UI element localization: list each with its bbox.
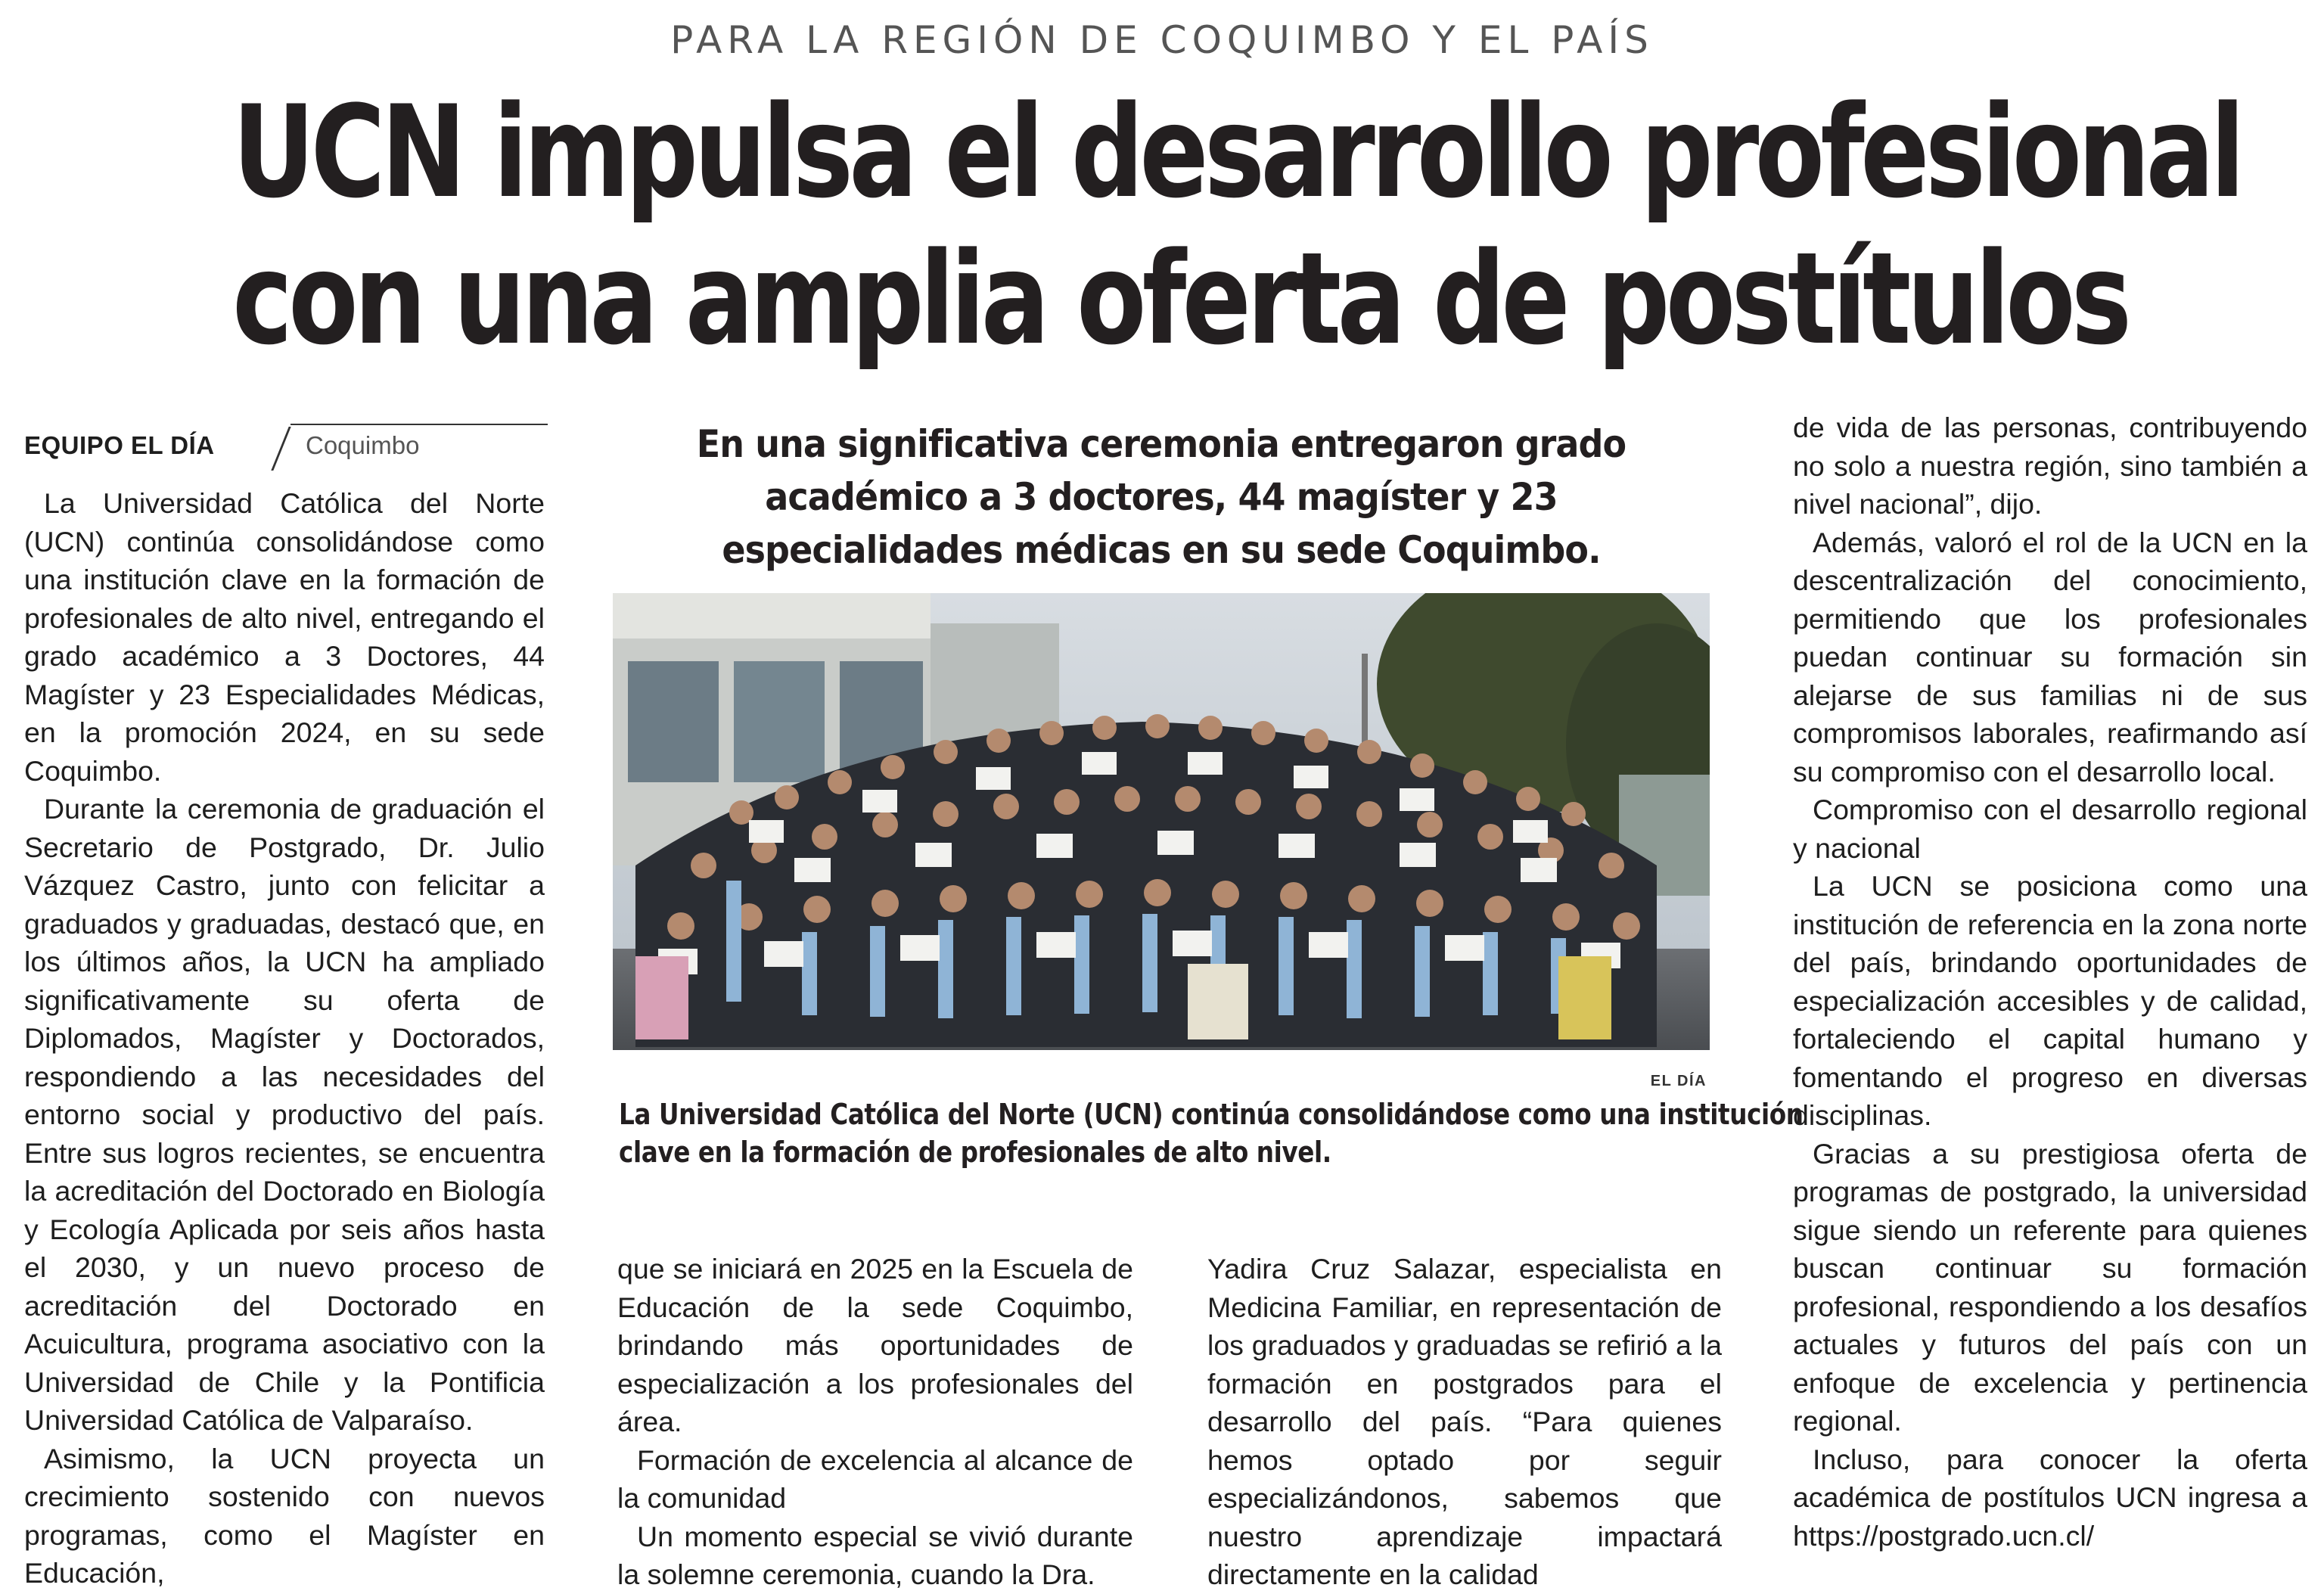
lead-summary: En una significativa ceremonia entregaron grado académico a 3 doctores, 44 magíster y 23 especialidades médicas en su sede Coquimbo. bbox=[696, 422, 1626, 572]
paragraph: Incluso, para conocer la oferta académica de postítulos UCN ingresa a https://postgrado.ucn.cl/ bbox=[1793, 1443, 2307, 1552]
body-column-4 bbox=[1793, 409, 2307, 1558]
byline-author: EQUIPO EL DÍA bbox=[24, 431, 215, 459]
byline-slash-divider bbox=[271, 427, 290, 471]
paragraph: Durante la ceremonia de graduación el Secretario de Postgrado, Dr. Julio Vázquez Castro, junto con felicitar a graduados y graduadas, destacó que, en los últimos años, la UCN ha ampliado significativamente su oferta de Diplomados, Magíster y Doctorados, respondiendo a las necesidades del entorno social y productivo del país. Entre sus logros recientes, se encuentra la acreditación del Doctorado en Biología y Ecología Aplicada por seis años hasta el 2030, y un nuevo proceso de acreditación del Doctorado en Acuicultura, programa asociativo con la Universidad de Chile y la Pontificia Universidad Católica de Valparaíso. bbox=[24, 793, 545, 1436]
paragraph: Un momento especial se vivió durante la solemne ceremonia, cuando la Dra. bbox=[617, 1520, 1133, 1590]
byline bbox=[24, 421, 546, 468]
paragraph: La UCN se posiciona como una institución de referencia en la zona norte del país, brindando oportunidades de especialización accesibles y de calidad, fortaleciendo el capital humano y fomentando el progreso en diversas disciplinas. bbox=[1793, 870, 2307, 1131]
paragraph: que se iniciará en 2025 en la Escuela de Educación de la sede Coquimbo, brindando más oportunidades de especialización a los profesionales del área. bbox=[617, 1253, 1133, 1437]
paragraph: La Universidad Católica del Norte (UCN) continúa consolidándose como una institución clave en la formación de profesionales de alto nivel, entregando el grado académico a 3 Doctores, 44 Magíster y 23 Especialidades Médicas, en la promoción 2024, en su sede Coquimbo. bbox=[24, 487, 545, 787]
subheading: Compromiso con el desarrollo regional y nacional bbox=[1793, 794, 2307, 864]
headline-line-1: UCN impulsa el desarrollo profesional bbox=[232, 78, 2242, 226]
body-column-3 bbox=[1207, 1250, 1722, 1590]
subheading: Formación de excelencia al alcance de la comunidad bbox=[617, 1443, 1133, 1514]
paragraph: de vida de las personas, contribuyendo no solo a nuestra región, sino también a nivel nacional”, dijo. bbox=[1793, 412, 2307, 520]
paragraph: Además, valoró el rol de la UCN en la descentralización del conocimiento, permitiendo que los profesionales puedan continuar su formación sin alejarse de sus familias ni de sus compromisos laborales, reafirmando así su compromiso con el desarrollo local. bbox=[1793, 526, 2307, 788]
headline-line-2: con una amplia oferta de postítulos bbox=[232, 225, 2128, 373]
paragraph: Gracias a su prestigiosa oferta de programas de postgrado, la universidad sigue siendo un referente para quienes buscan continuar su formación profesional, respondiendo a los desafíos actuales y futuros del país con un enfoque de excelencia y pertinencia regional. bbox=[1793, 1137, 2307, 1437]
byline-rule bbox=[290, 424, 548, 425]
byline-location: Coquimbo bbox=[306, 431, 420, 459]
photo-credit: EL DÍA bbox=[1650, 1073, 1707, 1089]
paragraph: Yadira Cruz Salazar, especialista en Medicina Familiar, en representación de los graduados y graduadas se refirió a la formación en postgrados para el desarrollo del país. “Para quienes hemos optado por seguir especializándonos, sabemos que nuestro aprendizaje impactará directamente en la calidad bbox=[1207, 1253, 1722, 1590]
section-kicker: PARA LA REGIÓN DE COQUIMBO Y EL PAÍS bbox=[670, 18, 1654, 62]
photo-caption bbox=[619, 1095, 1804, 1171]
headline bbox=[232, 78, 2242, 373]
caption-line-2: clave en la formación de profesionales de alto nivel. bbox=[619, 1136, 1331, 1169]
body-column-1 bbox=[24, 484, 545, 1589]
body-column-2 bbox=[617, 1250, 1133, 1590]
paragraph: Asimismo, la UCN proyecta un crecimiento sostenido con nuevos programas, como el Magíster en Educación, bbox=[24, 1442, 545, 1589]
caption-line-1: La Universidad Católica del Norte (UCN) continúa consolidándose como una institución bbox=[619, 1098, 1804, 1131]
graduation-group-photo bbox=[613, 593, 1710, 1050]
photo-illustration bbox=[613, 593, 1710, 1050]
